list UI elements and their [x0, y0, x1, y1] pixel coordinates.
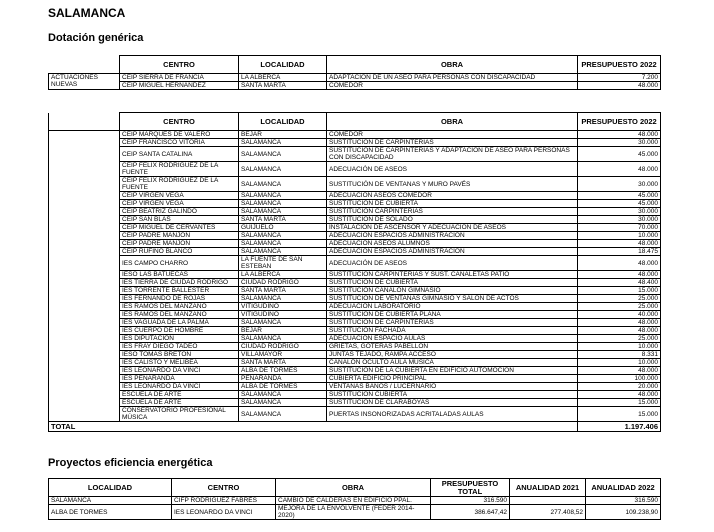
table-eficiencia-energetica [48, 478, 661, 520]
cell-presupuesto: 15.000 [578, 399, 661, 407]
cell-centro: IES CALISTO Y MELIBEA [120, 359, 239, 367]
cell-localidad: SALAMANCA [239, 208, 327, 216]
cell-obra: SUSTITUCIÓN DE CARPINTERIAS Y ADAPTACIÓN DE ASEO PARA PERSONAS CON DISCAPACIDAD [327, 147, 578, 162]
table-actuaciones-nuevas [48, 55, 661, 90]
table-row [49, 216, 661, 224]
cell-localidad: VITIGUDINO [239, 303, 327, 311]
table-row [49, 271, 661, 279]
cell-obra: CUBIERTA EDIFICIO PRINCIPAL [327, 375, 578, 383]
cell-obra: ADECUACIÓN ASEOS COMEDOR [327, 192, 578, 200]
cell-presupuesto: 30.000 [578, 216, 661, 224]
table-row [49, 375, 661, 383]
cell-presupuesto: 7.200 [578, 74, 661, 82]
cell-centro: CEIP FRANCISCO VITORIA [120, 139, 239, 147]
cell-localidad: SANTA MARTA [239, 82, 327, 90]
table-row [49, 343, 661, 351]
cell-localidad: GUIJUELO [239, 224, 327, 232]
cell-presupuesto: 48.000 [578, 327, 661, 335]
header-obra: OBRA [327, 113, 578, 131]
cell-localidad: SALAMANCA [239, 407, 327, 422]
cell-centro: IES CAMPO CHARRO [120, 256, 239, 271]
table-row [49, 200, 661, 208]
section-title-eficiencia: Proyectos eficiencia energética [48, 457, 213, 469]
cell-presupuesto: 15.000 [578, 407, 661, 422]
cell-obra: SUSTITUCIÓN CARPINTERIAS Y SUST. CANALETAS PATIO [327, 271, 578, 279]
cell-centro: IESO TOMAS BRETÓN [120, 351, 239, 359]
header-obra: OBRA [276, 479, 431, 497]
table-row [49, 240, 661, 248]
cell-centro: ESCUELA DE ARTE [120, 399, 239, 407]
cell-presupuesto-total: 386.647,42 [431, 505, 510, 520]
cell-centro: IES PEÑARANDA [120, 375, 239, 383]
cell-localidad: LA ALBERCA [239, 271, 327, 279]
header-blank [49, 56, 120, 74]
cell-presupuesto: 45.000 [578, 200, 661, 208]
table-row [49, 497, 661, 505]
cell-presupuesto: 15.000 [578, 287, 661, 295]
cell-centro: CEIP MARQUES DE VALERO [120, 131, 239, 139]
cell-localidad: SALAMANCA [239, 399, 327, 407]
cell-centro: IES RAMOS DEL MANZANO [120, 303, 239, 311]
table-row [49, 74, 661, 82]
header-localidad: LOCALIDAD [49, 479, 172, 497]
cell-obra: ADECUACIÓN ASEOS ALUMNOS [327, 240, 578, 248]
cell-presupuesto: 8.331 [578, 351, 661, 359]
cell-centro: IES TIERRA DE CIUDAD RODRIGO [120, 279, 239, 287]
cell-centro: IES FRAY DIEGO TADEO [120, 343, 239, 351]
cell-presupuesto: 30.000 [578, 177, 661, 192]
table-row [49, 287, 661, 295]
cell-centro: IES VAGUADA DE LA PALMA [120, 319, 239, 327]
cell-obra: SUSTITUCIÓN DE CLARABOYAS [327, 399, 578, 407]
cell-obra: SUSTITUCIÓN DE VENTANAS GIMNASIO Y SALÓN DE ACTOS [327, 295, 578, 303]
cell-presupuesto: 100.000 [578, 375, 661, 383]
header-centro: CENTRO [120, 113, 239, 131]
cell-obra: SUSTITUCIÓN DE LA CUBIERTA EN EDIFICIO AUTOMOCIÓN [327, 367, 578, 375]
cell-centro: IES RAMOS DEL MANZANO [120, 311, 239, 319]
cell-obra: SUSTITUCIÓN DE CARPINTERIAS [327, 139, 578, 147]
table-row [49, 407, 661, 422]
cell-obra: SUSTITUCIÓN DE SOLADO [327, 216, 578, 224]
cell-obra: ADECUACIÓN ESPACIOS ADMINISTRACIÓN [327, 232, 578, 240]
table-row [49, 248, 661, 256]
table-row [49, 177, 661, 192]
cell-centro: IES LEONARDO DA VINCI [172, 505, 276, 520]
cell-presupuesto: 20.000 [578, 383, 661, 391]
cell-localidad: SALAMANCA [49, 497, 172, 505]
cell-obra: GRIETAS, GOTERAS PABELLÓN [327, 343, 578, 351]
header-localidad: LOCALIDAD [239, 56, 327, 74]
header-presupuesto: PRESUPUESTO 2022 [578, 113, 661, 131]
cell-centro: IESO LAS BATUECAS [120, 271, 239, 279]
cell-localidad: SALAMANCA [239, 232, 327, 240]
cell-obra: ADECUACIÓN DE ASEOS [327, 256, 578, 271]
cell-obra: COMEDOR [327, 131, 578, 139]
cell-centro: CEIP BEATRIZ GALINDO [120, 208, 239, 216]
header-obra: OBRA [327, 56, 578, 74]
cell-centro: IES CUERPO DE HOMBRE [120, 327, 239, 335]
cell-centro: CEIP RUFINO BLANCO [120, 248, 239, 256]
header-anualidad-2022: ANUALIDAD 2022 [586, 479, 661, 497]
table-row [49, 162, 661, 177]
table-row [49, 327, 661, 335]
cell-obra: ADECUACIÓN ESPACIO AULAS [327, 335, 578, 343]
cell-localidad: BEJAR [239, 327, 327, 335]
cell-localidad: LA ALBERCA [239, 74, 327, 82]
cell-obra: ADAPTACIÓN DE UN ASEO PARA PERSONAS CON DISCAPACIDAD [327, 74, 578, 82]
table-row [49, 256, 661, 271]
table-row [49, 399, 661, 407]
cell-obra: SUSTITUCIÓN DE VENTANAS Y MURO PAVÉS [327, 177, 578, 192]
cell-obra: PUERTAS INSONORIZADAS ACRITALADAS AULAS [327, 407, 578, 422]
total-label: TOTAL [49, 422, 578, 432]
cell-presupuesto: 25.000 [578, 303, 661, 311]
cell-localidad: SANTA MARTA [239, 287, 327, 295]
header-presupuesto: PRESUPUESTO 2022 [578, 56, 661, 74]
cell-obra: ADECUACIÓN LABORATORIO [327, 303, 578, 311]
total-value: 1.197.406 [578, 422, 661, 432]
cell-obra: SUSTITUCIÓN CUBIERTA [327, 391, 578, 399]
table-row [49, 335, 661, 343]
cell-presupuesto: 48.000 [578, 367, 661, 375]
cell-presupuesto: 40.000 [578, 311, 661, 319]
cell-centro: IES LEONARDO DA VINCI [120, 383, 239, 391]
cell-localidad: SALAMANCA [239, 192, 327, 200]
table-row [49, 147, 661, 162]
cell-localidad: ALBA DE TORMES [239, 383, 327, 391]
cell-obra: SUSTITUCIÓN CARPINTERIAS [327, 208, 578, 216]
cell-obra: SUSTITUCIÓN DE CARPINTERIAS [327, 319, 578, 327]
cell-localidad: ALBA DE TORMES [49, 505, 172, 520]
cell-presupuesto: 48.000 [578, 319, 661, 327]
cell-localidad: SALAMANCA [239, 335, 327, 343]
cell-centro: CEIP PADRE MANJÓN [120, 240, 239, 248]
table-row [49, 367, 661, 375]
cell-obra: ADECUACIÓN ESPACIOS ADMINISTRACIÓN [327, 248, 578, 256]
cell-localidad: SANTA MARTA [239, 216, 327, 224]
cell-obra: COMEDOR [327, 82, 578, 90]
cell-centro: IES DIPUTACIÓN [120, 335, 239, 343]
cell-presupuesto: 48.000 [578, 162, 661, 177]
cell-localidad: CIUDAD RODRIGO [239, 279, 327, 287]
cell-obra: VENTANAS BAÑOS / LUCERNARIO [327, 383, 578, 391]
cell-presupuesto: 18.475 [578, 248, 661, 256]
table-row [49, 192, 661, 200]
cell-centro: IES TORRENTE BALLESTER [120, 287, 239, 295]
cell-centro: CEIP FELIX RODRIGUEZ DE LA FUENTE [120, 162, 239, 177]
cell-presupuesto: 48.000 [578, 82, 661, 90]
cell-obra: SUSTITUCIÓN DE CUBIERTA PLANA [327, 311, 578, 319]
cell-obra: MEJORA DE LA ENVOLVENTE (FEDER 2014-2020) [276, 505, 431, 520]
cell-obra: INSTALACIÓN DE ASCENSOR Y ADECUACIÓN DE ASEOS [327, 224, 578, 232]
cell-localidad: SALAMANCA [239, 200, 327, 208]
cell-obra: CANALÓN OCULTO AULA MÚSICA [327, 359, 578, 367]
cell-anualidad-2022: 109.238,90 [586, 505, 661, 520]
table-row [49, 505, 661, 520]
cell-centro: CEIP PADRE MANJÓN [120, 232, 239, 240]
cell-obra: SUSTITUCIÓN FACHADA [327, 327, 578, 335]
header-blank [49, 113, 120, 131]
cell-centro: CEIP MIGUEL HERNANDEZ [120, 82, 239, 90]
cell-obra: SUSTITUCIÓN DE CUBIERTA [327, 200, 578, 208]
cell-presupuesto: 25.000 [578, 335, 661, 343]
header-centro: CENTRO [120, 56, 239, 74]
cell-centro: CEIP SIERRA DE FRANCIA [120, 74, 239, 82]
cell-obra: SUSTITUCIÓN CANALÓN GIMNASIO [327, 287, 578, 295]
cell-centro: CEIP VIRGEN VEGA [120, 200, 239, 208]
table-row [49, 319, 661, 327]
cell-centro: CEIP VIRGEN VEGA [120, 192, 239, 200]
cell-obra: CAMBIO DE CALDERAS EN EDIFICIO PPAL. [276, 497, 431, 505]
cell-centro: IES FERNANDO DE ROJAS [120, 295, 239, 303]
table-row [49, 279, 661, 287]
table-row [49, 208, 661, 216]
cell-localidad: SALAMANCA [239, 147, 327, 162]
table-row [49, 383, 661, 391]
cell-localidad: SALAMANCA [239, 391, 327, 399]
cell-presupuesto: 30.000 [578, 208, 661, 216]
table-row [49, 303, 661, 311]
table-row [49, 131, 661, 139]
cell-localidad: VILLAMAYOR [239, 351, 327, 359]
header-localidad: LOCALIDAD [239, 113, 327, 131]
cell-presupuesto: 48.000 [578, 131, 661, 139]
cell-localidad: SALAMANCA [239, 162, 327, 177]
cell-presupuesto: 10.000 [578, 232, 661, 240]
cell-anualidad-2022: 316.590 [586, 497, 661, 505]
cell-localidad: SALAMANCA [239, 295, 327, 303]
table-row [49, 295, 661, 303]
cell-localidad: BEJAR [239, 131, 327, 139]
cell-centro: ESCUELA DE ARTE [120, 391, 239, 399]
cell-localidad: SALAMANCA [239, 248, 327, 256]
cell-presupuesto: 48.000 [578, 256, 661, 271]
cell-localidad: SALAMANCA [239, 177, 327, 192]
table-row [49, 311, 661, 319]
cell-presupuesto: 70.000 [578, 224, 661, 232]
cell-presupuesto: 25.000 [578, 295, 661, 303]
group-label: ACTUACIONES NUEVAS [49, 74, 120, 90]
cell-presupuesto: 48.000 [578, 391, 661, 399]
cell-presupuesto: 45.000 [578, 147, 661, 162]
table-row [49, 351, 661, 359]
group-blank-cell [49, 131, 120, 422]
cell-anualidad-2021: 277.408,52 [510, 505, 586, 520]
header-presupuesto-total: PRESUPUESTO TOTAL [431, 479, 510, 497]
cell-obra: JUNTAS TEJADO, RAMPA ACCESO [327, 351, 578, 359]
header-centro: CENTRO [172, 479, 276, 497]
table-obras [48, 112, 661, 432]
cell-obra: ADECUACIÓN DE ASEOS [327, 162, 578, 177]
cell-localidad: PEÑARANDA [239, 375, 327, 383]
cell-localidad: VITIGUDINO [239, 311, 327, 319]
table-row [49, 139, 661, 147]
document-title: SALAMANCA [48, 6, 126, 20]
cell-anualidad-2021 [510, 497, 586, 505]
cell-presupuesto: 48.000 [578, 271, 661, 279]
cell-presupuesto: 48.400 [578, 279, 661, 287]
cell-centro: CEIP FELIX RODRIGUEZ DE LA FUENTE [120, 177, 239, 192]
cell-localidad: SANTA MARTA [239, 359, 327, 367]
cell-obra: SUSTITUCIÓN DE CUBIERTA [327, 279, 578, 287]
cell-presupuesto-total: 316.590 [431, 497, 510, 505]
cell-centro: CONSERVATORIO PROFESIONAL MÚSICA [120, 407, 239, 422]
table-row [49, 359, 661, 367]
cell-presupuesto: 10.000 [578, 343, 661, 351]
cell-localidad: SALAMANCA [239, 139, 327, 147]
cell-localidad: SALAMANCA [239, 240, 327, 248]
cell-centro: CEIP SANTA CATALINA [120, 147, 239, 162]
table-row [49, 391, 661, 399]
cell-presupuesto: 30.000 [578, 139, 661, 147]
cell-centro: CEIP SAN BLAS [120, 216, 239, 224]
table-row [49, 82, 661, 90]
cell-presupuesto: 10.000 [578, 359, 661, 367]
cell-localidad: CIUDAD RODRIGO [239, 343, 327, 351]
cell-centro: CEIP MIGUEL DE CERVANTES [120, 224, 239, 232]
cell-presupuesto: 45.000 [578, 192, 661, 200]
cell-centro: IES LEONARDO DA VINCI [120, 367, 239, 375]
cell-localidad: SALAMANCA [239, 319, 327, 327]
section-title-dotacion: Dotación genérica [48, 32, 144, 44]
cell-localidad: ALBA DE TORMES [239, 367, 327, 375]
cell-centro: CIFP RODRIGUEZ FABRÉS [172, 497, 276, 505]
header-anualidad-2021: ANUALIDAD 2021 [510, 479, 586, 497]
table-row [49, 232, 661, 240]
table-row [49, 224, 661, 232]
cell-localidad: LA FUENTE DE SAN ESTEBAN [239, 256, 327, 271]
cell-presupuesto: 48.000 [578, 240, 661, 248]
